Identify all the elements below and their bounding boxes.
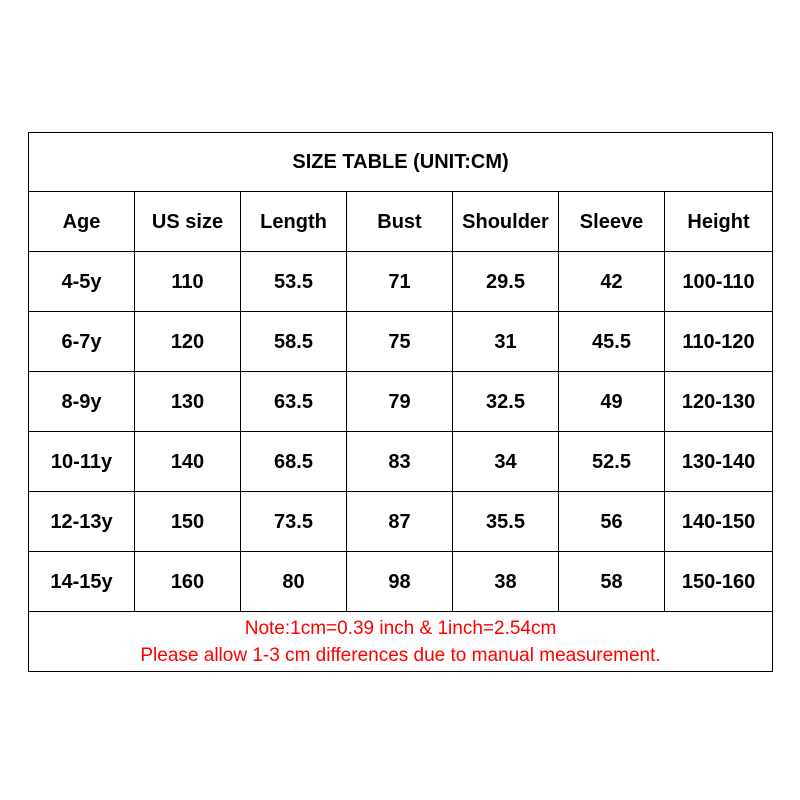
cell-length: 53.5 — [241, 252, 347, 312]
cell-shoulder: 32.5 — [453, 372, 559, 432]
cell-bust: 87 — [347, 492, 453, 552]
cell-age: 12-13y — [29, 492, 135, 552]
cell-length: 63.5 — [241, 372, 347, 432]
table-row — [29, 432, 773, 492]
table-row — [29, 312, 773, 372]
header-length: Length — [241, 192, 347, 252]
cell-us-size: 150 — [135, 492, 241, 552]
cell-shoulder: 38 — [453, 552, 559, 612]
header-bust: Bust — [347, 192, 453, 252]
cell-us-size: 140 — [135, 432, 241, 492]
cell-sleeve: 42 — [559, 252, 665, 312]
title-row — [29, 133, 773, 192]
cell-bust: 83 — [347, 432, 453, 492]
note-row — [29, 612, 773, 672]
table-row — [29, 492, 773, 552]
cell-bust: 98 — [347, 552, 453, 612]
cell-length: 68.5 — [241, 432, 347, 492]
header-us-size: US size — [135, 192, 241, 252]
size-table-body — [29, 133, 773, 672]
note-tolerance: Please allow 1-3 cm differences due to manual measurement. — [140, 644, 661, 666]
cell-age: 10-11y — [29, 432, 135, 492]
cell-us-size: 120 — [135, 312, 241, 372]
table-title: SIZE TABLE (UNIT:CM) — [29, 133, 773, 192]
cell-height: 130-140 — [665, 432, 773, 492]
cell-bust: 71 — [347, 252, 453, 312]
table-row — [29, 552, 773, 612]
cell-sleeve: 45.5 — [559, 312, 665, 372]
cell-sleeve: 49 — [559, 372, 665, 432]
table-row — [29, 252, 773, 312]
header-height: Height — [665, 192, 773, 252]
cell-bust: 75 — [347, 312, 453, 372]
cell-sleeve: 56 — [559, 492, 665, 552]
cell-age: 4-5y — [29, 252, 135, 312]
cell-height: 140-150 — [665, 492, 773, 552]
cell-shoulder: 35.5 — [453, 492, 559, 552]
cell-shoulder: 29.5 — [453, 252, 559, 312]
cell-length: 80 — [241, 552, 347, 612]
cell-length: 58.5 — [241, 312, 347, 372]
header-shoulder: Shoulder — [453, 192, 559, 252]
header-age: Age — [29, 192, 135, 252]
cell-age: 14-15y — [29, 552, 135, 612]
measurement-note — [29, 612, 773, 672]
cell-sleeve: 58 — [559, 552, 665, 612]
header-row — [29, 192, 773, 252]
cell-bust: 79 — [347, 372, 453, 432]
cell-us-size: 130 — [135, 372, 241, 432]
cell-age: 6-7y — [29, 312, 135, 372]
table-row — [29, 372, 773, 432]
size-table — [28, 132, 773, 672]
cell-height: 150-160 — [665, 552, 773, 612]
cell-shoulder: 34 — [453, 432, 559, 492]
cell-us-size: 160 — [135, 552, 241, 612]
cell-shoulder: 31 — [453, 312, 559, 372]
cell-height: 110-120 — [665, 312, 773, 372]
cell-length: 73.5 — [241, 492, 347, 552]
header-sleeve: Sleeve — [559, 192, 665, 252]
cell-height: 120-130 — [665, 372, 773, 432]
cell-height: 100-110 — [665, 252, 773, 312]
note-conversion: Note:1cm=0.39 inch & 1inch=2.54cm — [244, 617, 557, 639]
cell-sleeve: 52.5 — [559, 432, 665, 492]
cell-us-size: 110 — [135, 252, 241, 312]
cell-age: 8-9y — [29, 372, 135, 432]
